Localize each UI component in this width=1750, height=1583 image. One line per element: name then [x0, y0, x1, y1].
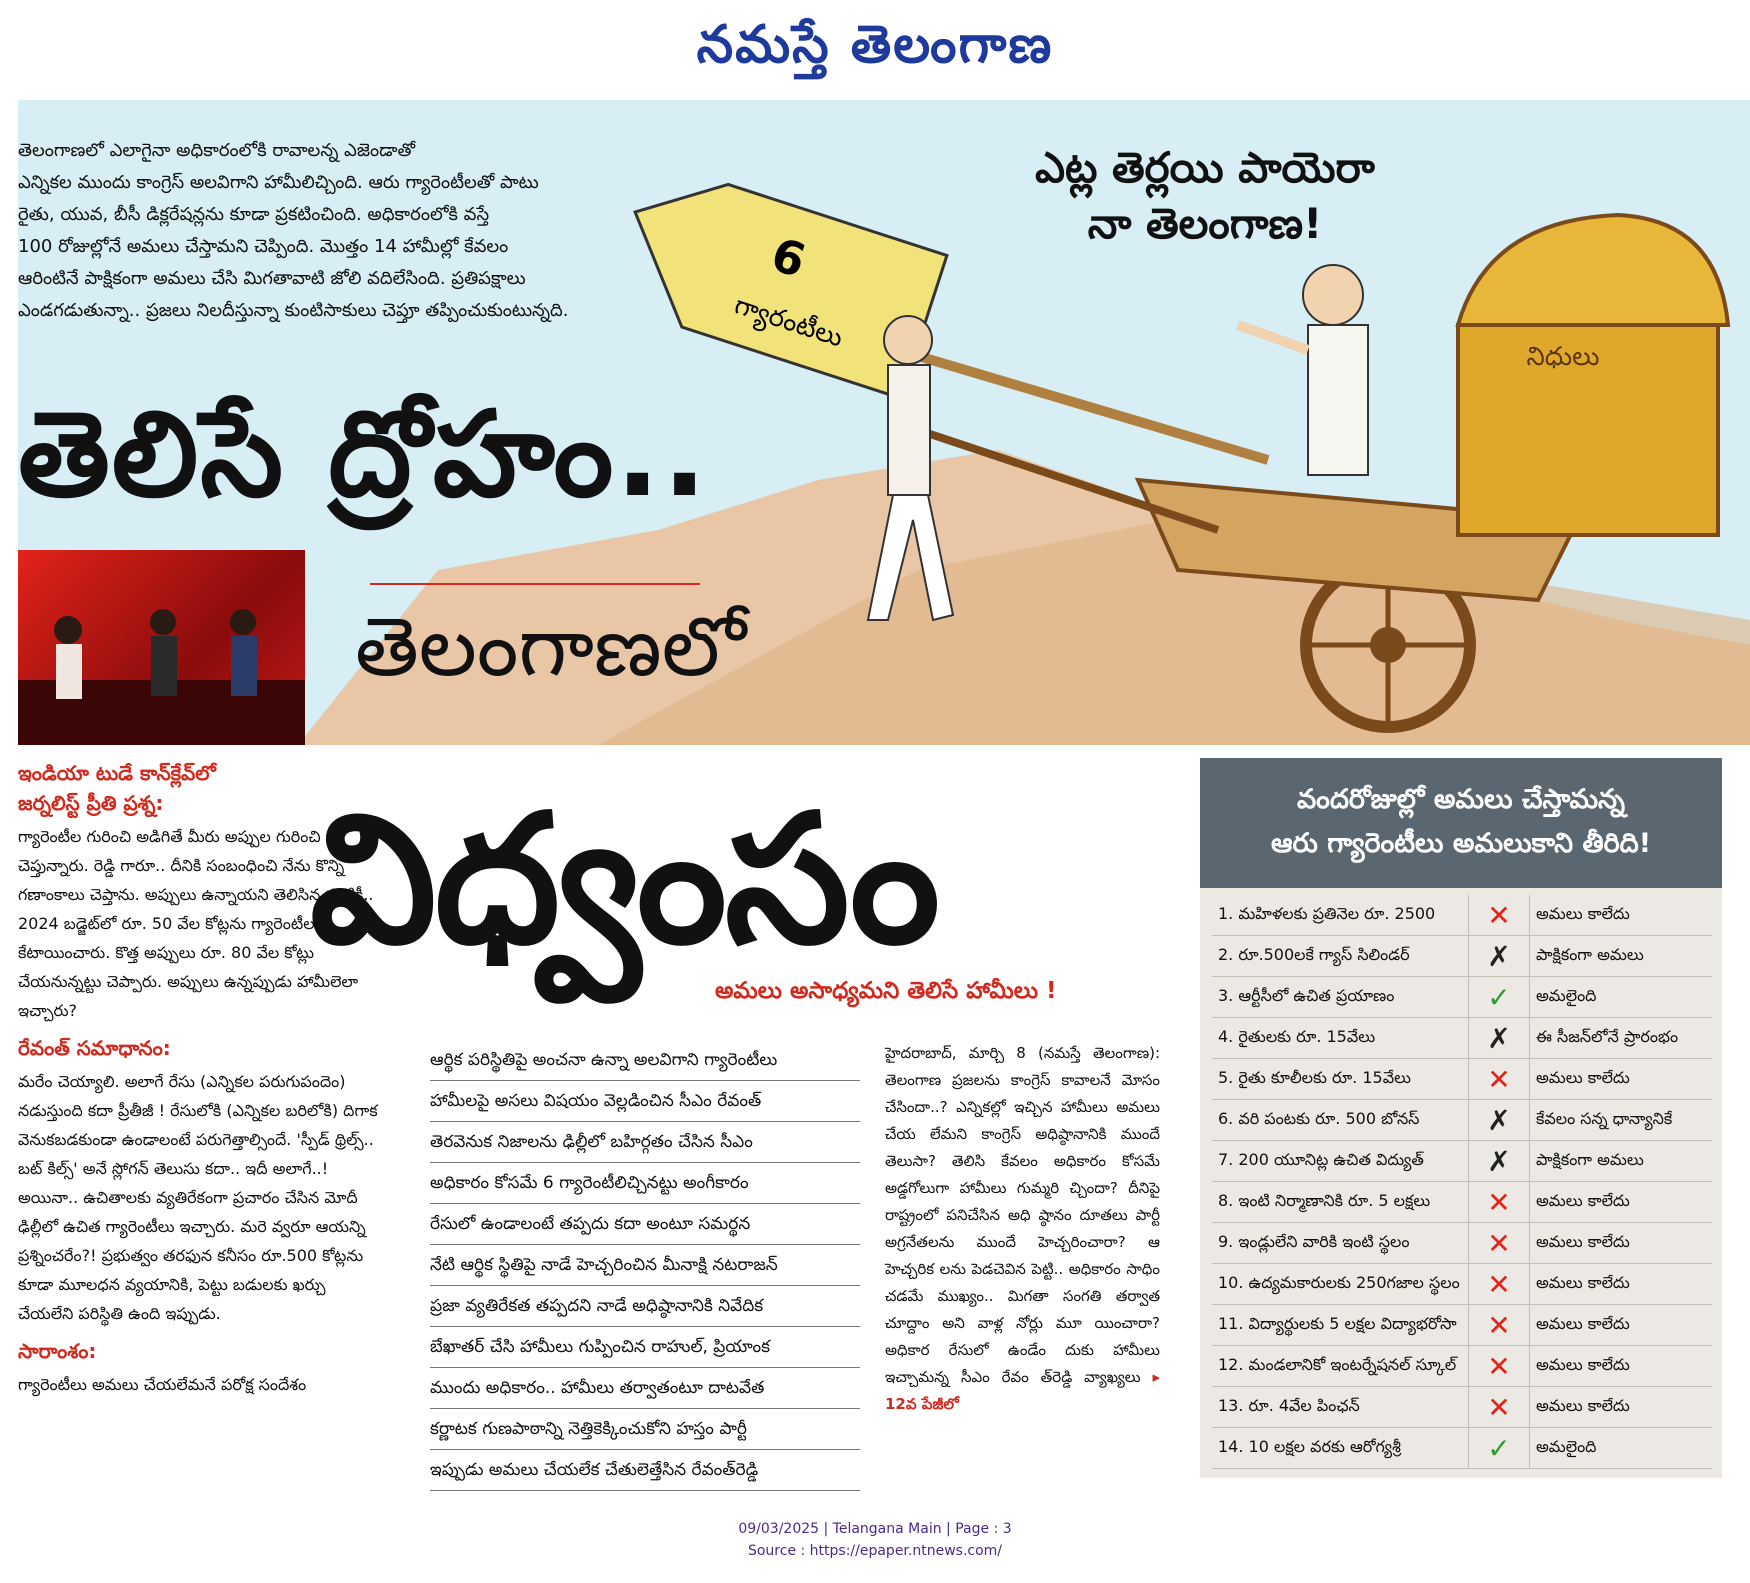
- answer-body: మరేం చెయ్యాలి. అలాగే రేసు (ఎన్నికల పరుగుపందెం) నడుస్తుంది కదా ప్రీతీజీ ! రేసులోకి (ఎన్నికల బరిలోకి) దిగాక వెనుకబడకుండా ఉండాలంటే పరుగెత్తాల్సిందే. 'స్పీడ్ థ్రిల్స్.. బట్ కిల్స్' అనే స్లోగన్ తెలుసు కదా.. ఇదీ అలాగే..! అయినా.. ఉచితాలకు వ్యతిరేకంగా ప్రచారం చేసిన మోదీ ఢిల్లీలో ఉచిత గ్యారెంటీలు ఇచ్చారు. మరె వ్వరూ ఆయన్ని ప్రశ్నించరేం?! ప్రభుత్వం తరఫున కనీసం రూ.500 కోట్లను కూడా మూలధన వ్యయానికి, పెట్టు బడులకు ఖర్చు చేయలేని పరిస్థితి ఉంది ఇప్పుడు.: [18, 1072, 378, 1323]
- guarantee-row: [1212, 936, 1712, 977]
- intro-line: ఆరింటినే పాక్షికంగా అమలు చేసి మిగతావాటి జోలి వదిలేసింది. ప్రతిపక్షాలు: [18, 268, 526, 289]
- panel-title: [1200, 758, 1722, 888]
- summary-heading: సారాంశం:: [18, 1339, 97, 1363]
- guarantee-status: అమలు కాలేదు: [1530, 1223, 1713, 1264]
- guarantee-row: [1212, 1141, 1712, 1182]
- guarantee-status: ఈ సీజన్‌లోనే ప్రారంభం: [1530, 1018, 1713, 1059]
- guarantee-row: [1212, 1428, 1712, 1469]
- cross-icon: ✕: [1469, 1264, 1530, 1305]
- sub-headline: అమలు అసాధ్యమని తెలిసే హామీలు !: [715, 978, 1057, 1004]
- intro-paragraph: [18, 135, 673, 327]
- conclave-photo: [18, 550, 305, 745]
- continued-marker: ▸ 12వ పేజీలో: [885, 1368, 1160, 1413]
- newspaper-logo: నమస్తే తెలంగాణ: [696, 14, 1054, 75]
- guarantee-row: [1212, 1387, 1712, 1428]
- headline-line-1: తెలిసే ద్రోహం..: [18, 385, 709, 523]
- guarantee-item: 7. 200 యూనిట్ల ఉచిత విద్యుత్: [1212, 1141, 1469, 1182]
- panel-title-line-1: వందరోజుల్లో అమలు చేస్తామన్న: [1296, 784, 1626, 815]
- intro-line: రైతు, యువ, బీసీ డిక్లరేషన్లను కూడా ప్రకటించింది. అధికారంలోకి వస్తే: [18, 204, 490, 225]
- guarantee-item: 9. ఇండ్లులేని వారికి ఇంటి స్థలం: [1212, 1223, 1469, 1264]
- footer-source: Source : https://epaper.ntnews.com/: [747, 1543, 1003, 1559]
- highlight-point: ముందు అధికారం.. హామీలు తర్వాతంటూ దాటవేత: [430, 1368, 860, 1409]
- partial-check-icon: ✗: [1469, 1018, 1530, 1059]
- headline-divider: [370, 583, 700, 585]
- guarantee-row: [1212, 1223, 1712, 1264]
- guarantee-row: [1212, 1059, 1712, 1100]
- partial-check-icon: ✗: [1469, 936, 1530, 977]
- guarantee-row: [1212, 1018, 1712, 1059]
- guarantee-item: 11. విద్యార్థులకు 5 లక్షల విద్యాభరోసా: [1212, 1305, 1469, 1346]
- guarantee-row: [1212, 977, 1712, 1018]
- guarantee-row: [1212, 1100, 1712, 1141]
- guarantee-row: [1212, 1182, 1712, 1223]
- guarantee-item: 1. మహిళలకు ప్రతినెల రూ. 2500: [1212, 895, 1469, 936]
- guarantee-status: కేవలం సన్న ధాన్యానికే: [1530, 1100, 1713, 1141]
- guarantee-row: [1212, 1305, 1712, 1346]
- guarantee-item: 10. ఉద్యమకారులకు 250గజాల స్థలం: [1212, 1264, 1469, 1305]
- intro-line: తెలంగాణలో ఎలాగైనా అధికారంలోకి రావాలన్న ఎజెండాతో: [18, 140, 416, 161]
- footer-edition: 09/03/2025 | Telangana Main | Page : 3: [738, 1521, 1012, 1537]
- guarantees-table: [1212, 895, 1712, 1469]
- cartoon-caption: [935, 140, 1475, 252]
- question-body: గ్యారెంటీల గురించి అడిగితే మీరు అప్పుల గురించి చెప్తున్నారు. రెడ్డి గారూ.. దీనికి సంబంధించి నేను కొన్ని గణాంకాలు చెప్తాను. అప్పులు ఉన్నాయని తెలిసిన ప్పటికీ.. 2024 బడ్జెట్‌లో రూ. 50 వేల కోట్లను గ్యారెంటీలకు కేటాయించారు. కొత్త అప్పులు రూ. 80 వేల కోట్లు చేయనున్నట్టు చెప్పారు. అప్పులు ఉన్నప్పుడు హామీలెలా ఇచ్చారు?: [18, 827, 374, 1020]
- guarantee-status: అమలు కాలేదు: [1530, 1305, 1713, 1346]
- guarantee-row: [1212, 1346, 1712, 1387]
- guarantee-status: అమలు కాలేదు: [1530, 1059, 1713, 1100]
- intro-line: ఎండగడుతున్నా.. ప్రజలు నిలదీస్తున్నా కుంటిసాకులు చెప్తూ తప్పించుకుంటున్నది.: [18, 300, 569, 321]
- highlight-point: బేఖాతర్ చేసి హామీలు గుప్పించిన రాహుల్, ప్రియాంక: [430, 1327, 860, 1368]
- guarantee-status: పాక్షికంగా అమలు: [1530, 936, 1713, 977]
- guarantee-item: 2. రూ.500లకే గ్యాస్ సిలిండర్: [1212, 936, 1469, 977]
- partial-check-icon: ✗: [1469, 1100, 1530, 1141]
- masthead: [0, 0, 1750, 90]
- check-icon: ✓: [1469, 977, 1530, 1018]
- guarantee-status: అమలు కాలేదు: [1530, 1387, 1713, 1428]
- highlight-point: నేటి ఆర్థిక స్థితిపై నాడే హెచ్చరించిన మీనాక్షి నటరాజన్: [430, 1245, 860, 1286]
- highlight-point: అధికారం కోసమే 6 గ్యారెంటీలిచ్చినట్టు అంగీకారం: [430, 1163, 860, 1204]
- question-heading-2: జర్నలిస్ట్ ప్రీతి ప్రశ్న:: [18, 791, 164, 815]
- highlight-point: ఇప్పుడు అమలు చేయలేక చేతులెత్తేసిన రేవంత్‌రెడ్డి: [430, 1450, 860, 1491]
- guarantee-status: అమలు కాలేదు: [1530, 1264, 1713, 1305]
- guarantee-item: 12. మండలానికో ఇంటర్నేషనల్ స్కూల్: [1212, 1346, 1469, 1387]
- answer-heading: రేవంత్ సమాధానం:: [18, 1036, 171, 1060]
- caption-line-1: ఎట్ల తెర్లయి పాయెరా: [1035, 143, 1375, 192]
- story-body: [885, 1040, 1160, 1418]
- guarantee-item: 3. ఆర్టీసీలో ఉచిత ప్రయాణం: [1212, 977, 1469, 1018]
- sign-number: 6: [764, 227, 813, 289]
- guarantee-item: 6. వరి పంటకు రూ. 500 బోనస్: [1212, 1100, 1469, 1141]
- intro-line: ఎన్నికల ముందు కాంగ్రెస్ అలవిగాని హామీలిచ్చింది. ఆరు గ్యారెంటీలతో పాటు: [18, 172, 539, 193]
- summary-body: గ్యారెంటీలు అమలు చేయలేమనే పరోక్ష సందేశం: [18, 1375, 307, 1394]
- chest-label: నిధులు: [1526, 342, 1600, 372]
- guarantee-item: 4. రైతులకు రూ. 15వేలు: [1212, 1018, 1469, 1059]
- highlight-point: ప్రజా వ్యతిరేకత తప్పదని నాడే అధిష్ఠానానికి నివేదిక: [430, 1286, 860, 1327]
- continued-text: 12వ పేజీలో: [885, 1395, 959, 1413]
- panel-title-line-2: ఆరు గ్యారెంటీలు అమలుకాని తీరిది!: [1270, 828, 1652, 859]
- guarantee-status: పాక్షికంగా అమలు: [1530, 1141, 1713, 1182]
- highlight-point: రేసులో ఉండాలంటే తప్పదు కదా అంటూ సమర్థన: [430, 1204, 860, 1245]
- guarantee-status: అమలైంది: [1530, 977, 1713, 1018]
- guarantee-status: అమలు కాలేదు: [1530, 895, 1713, 936]
- cross-icon: ✕: [1469, 1387, 1530, 1428]
- guarantee-item: 14. 10 లక్షల వరకు ఆరోగ్యశ్రీ: [1212, 1428, 1469, 1469]
- headline-line-2: తెలంగాణలో: [355, 600, 747, 695]
- guarantee-item: 8. ఇంటి నిర్మాణానికి రూ. 5 లక్షలు: [1212, 1182, 1469, 1223]
- guarantee-item: 5. రైతు కూలీలకు రూ. 15వేలు: [1212, 1059, 1469, 1100]
- highlight-points: [430, 1040, 860, 1491]
- question-heading-1: ఇండియా టుడే కాన్‌క్లేవ్‌లో: [18, 761, 216, 785]
- treasure-chest: [1458, 215, 1728, 535]
- cross-icon: ✕: [1469, 1182, 1530, 1223]
- guarantee-status: అమలు కాలేదు: [1530, 1346, 1713, 1387]
- highlight-point: తెరవెనుక నిజాలను ఢిల్లీలో బహిర్గతం చేసిన సీఎం: [430, 1122, 860, 1163]
- stage-image: [18, 550, 305, 745]
- cross-icon: ✕: [1469, 1223, 1530, 1264]
- main-headline: విధ్వంసం: [310, 776, 939, 983]
- sign-text: గ్యారంటీలు: [730, 290, 847, 354]
- cross-icon: ✕: [1469, 895, 1530, 936]
- check-icon: ✓: [1469, 1428, 1530, 1469]
- guarantee-status: అమలైంది: [1530, 1428, 1713, 1469]
- story-text: హైదరాబాద్, మార్చి 8 (నమస్తే తెలంగాణ): తెలంగాణ ప్రజలను కాంగ్రెస్ కావాలనే మోసం చేసిందా..? ఎన్నికల్లో ఇచ్చిన హామీలు అమలు చేయ లేమని కాంగ్రెస్ అధిష్ఠానానికి ముందే తెలుసా? తెలిసి కేవలం అధికారం కోసమే అడ్డగోలుగా హామీలు గుమ్మరి చ్చిందా? దీనిపై రాష్ట్రంలో పనిచేసిన అధి ష్ఠానం దూతలు పార్టీ అగ్రనేతలను ముందే హెచ్చరించారా? ఆ హెచ్చరిక లను పెడచెవిన పెట్టి.. అధికారం సాధిం చడమే ముఖ్యం.. మిగతా సంగతి తర్వాత చూద్దాం అని వాళ్ల నోర్లు మూ యించారా? అధికార రేసులో ఉండేం దుకు హామీలు ఇచ్చామన్న సీఎం రేవం త్‌రెడ్డి వ్యాఖ్యలు: [885, 1044, 1160, 1386]
- guarantee-status: అమలు కాలేదు: [1530, 1182, 1713, 1223]
- cross-icon: ✕: [1469, 1305, 1530, 1346]
- caption-line-2: నా తెలంగాణ!: [1087, 199, 1323, 248]
- guarantee-row: [1212, 895, 1712, 936]
- highlight-point: ఆర్థిక పరిస్థితిపై అంచనా ఉన్నా అలవిగాని గ్యారెంటీలు: [430, 1040, 860, 1081]
- guarantee-row: [1212, 1264, 1712, 1305]
- intro-line: 100 రోజుల్లోనే అమలు చేస్తామని చెప్పింది. మొత్తం 14 హామీల్లో కేవలం: [18, 236, 509, 257]
- highlight-point: హామీలపై అసలు విషయం వెల్లడించిన సీఎం రేవంత్: [430, 1081, 860, 1122]
- page-footer: [0, 1518, 1750, 1562]
- partial-check-icon: ✗: [1469, 1141, 1530, 1182]
- cross-icon: ✕: [1469, 1059, 1530, 1100]
- guarantee-item: 13. రూ. 4వేల పింఛన్: [1212, 1387, 1469, 1428]
- highlight-point: కర్ణాటక గుణపాఠాన్ని నెత్తికెక్కించుకోని హస్తం పార్టీ: [430, 1409, 860, 1450]
- cross-icon: ✕: [1469, 1346, 1530, 1387]
